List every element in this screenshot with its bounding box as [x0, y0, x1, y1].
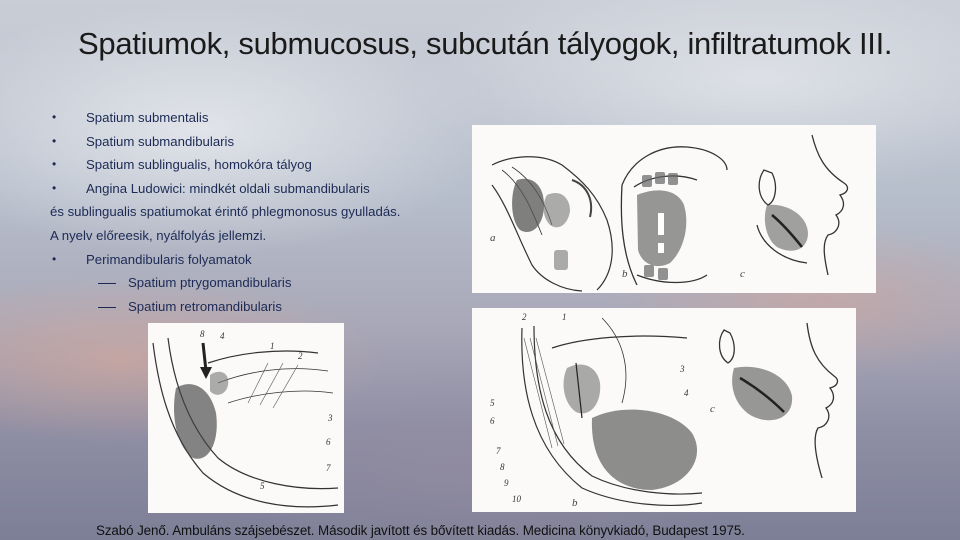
- figure-number-label: 9: [504, 478, 509, 488]
- figure-number-label: 5: [260, 481, 265, 491]
- list-item: • Angina Ludowici: mindkét oldali submandibularis: [50, 177, 480, 201]
- sub-list-item: Spatium retromandibularis: [50, 295, 480, 319]
- anatomy-drawing-bottom-left: [148, 323, 344, 513]
- figure-label: a: [490, 232, 496, 244]
- anatomy-illustration-bottom-right: [472, 308, 856, 512]
- anatomy-illustration-bottom-left: [148, 323, 344, 513]
- content-list: [50, 106, 480, 318]
- list-item: • Spatium sublingualis, homokóra tályog: [50, 153, 480, 177]
- figure-label: b: [572, 497, 578, 509]
- figure-number-label: 8: [200, 329, 205, 339]
- anatomy-drawing-bottom-right: [472, 308, 856, 512]
- figure-label: c: [710, 403, 715, 415]
- anatomy-drawing-top: [472, 125, 876, 293]
- sub-list-item: Spatium ptrygomandibularis: [50, 271, 480, 295]
- figure-number-label: 7: [326, 463, 331, 473]
- list-item-continuation: és sublingualis spatiumokat érintő phlegmonosus gyulladás.: [50, 204, 401, 220]
- figure-number-label: 2: [522, 312, 527, 322]
- source-citation: Szabó Jenő. Ambuláns szájsebészet. Második javított és bővített kiadás. Medicina könyvkiadó, Budapest 1975.: [96, 523, 745, 538]
- figure-number-label: 10: [512, 494, 521, 504]
- slide-title: Spatiumok, submucosus, subcután tályogok, infiltratumok III.: [78, 26, 893, 61]
- list-item: • Perimandibularis folyamatok: [50, 248, 480, 272]
- figure-number-label: 7: [496, 446, 501, 456]
- figure-number-label: 3: [328, 413, 333, 423]
- figure-number-label: 5: [490, 398, 495, 408]
- list-item: • Spatium submandibularis: [50, 130, 480, 154]
- figure-label: b: [622, 268, 628, 280]
- figure-label: c: [740, 268, 745, 280]
- anatomy-illustration-top: [472, 125, 876, 293]
- figure-number-label: 2: [298, 351, 303, 361]
- list-item: • Spatium submentalis: [50, 106, 480, 130]
- figure-number-label: 1: [562, 312, 567, 322]
- figure-number-label: 4: [220, 331, 225, 341]
- figure-number-label: 6: [490, 416, 495, 426]
- figure-number-label: 3: [680, 364, 685, 374]
- list-item-continuation: A nyelv előreesik, nyálfolyás jellemzi.: [50, 227, 267, 243]
- figure-number-label: 6: [326, 437, 331, 447]
- figure-number-label: 8: [500, 462, 505, 472]
- figure-number-label: 4: [684, 388, 689, 398]
- figure-number-label: 1: [270, 341, 275, 351]
